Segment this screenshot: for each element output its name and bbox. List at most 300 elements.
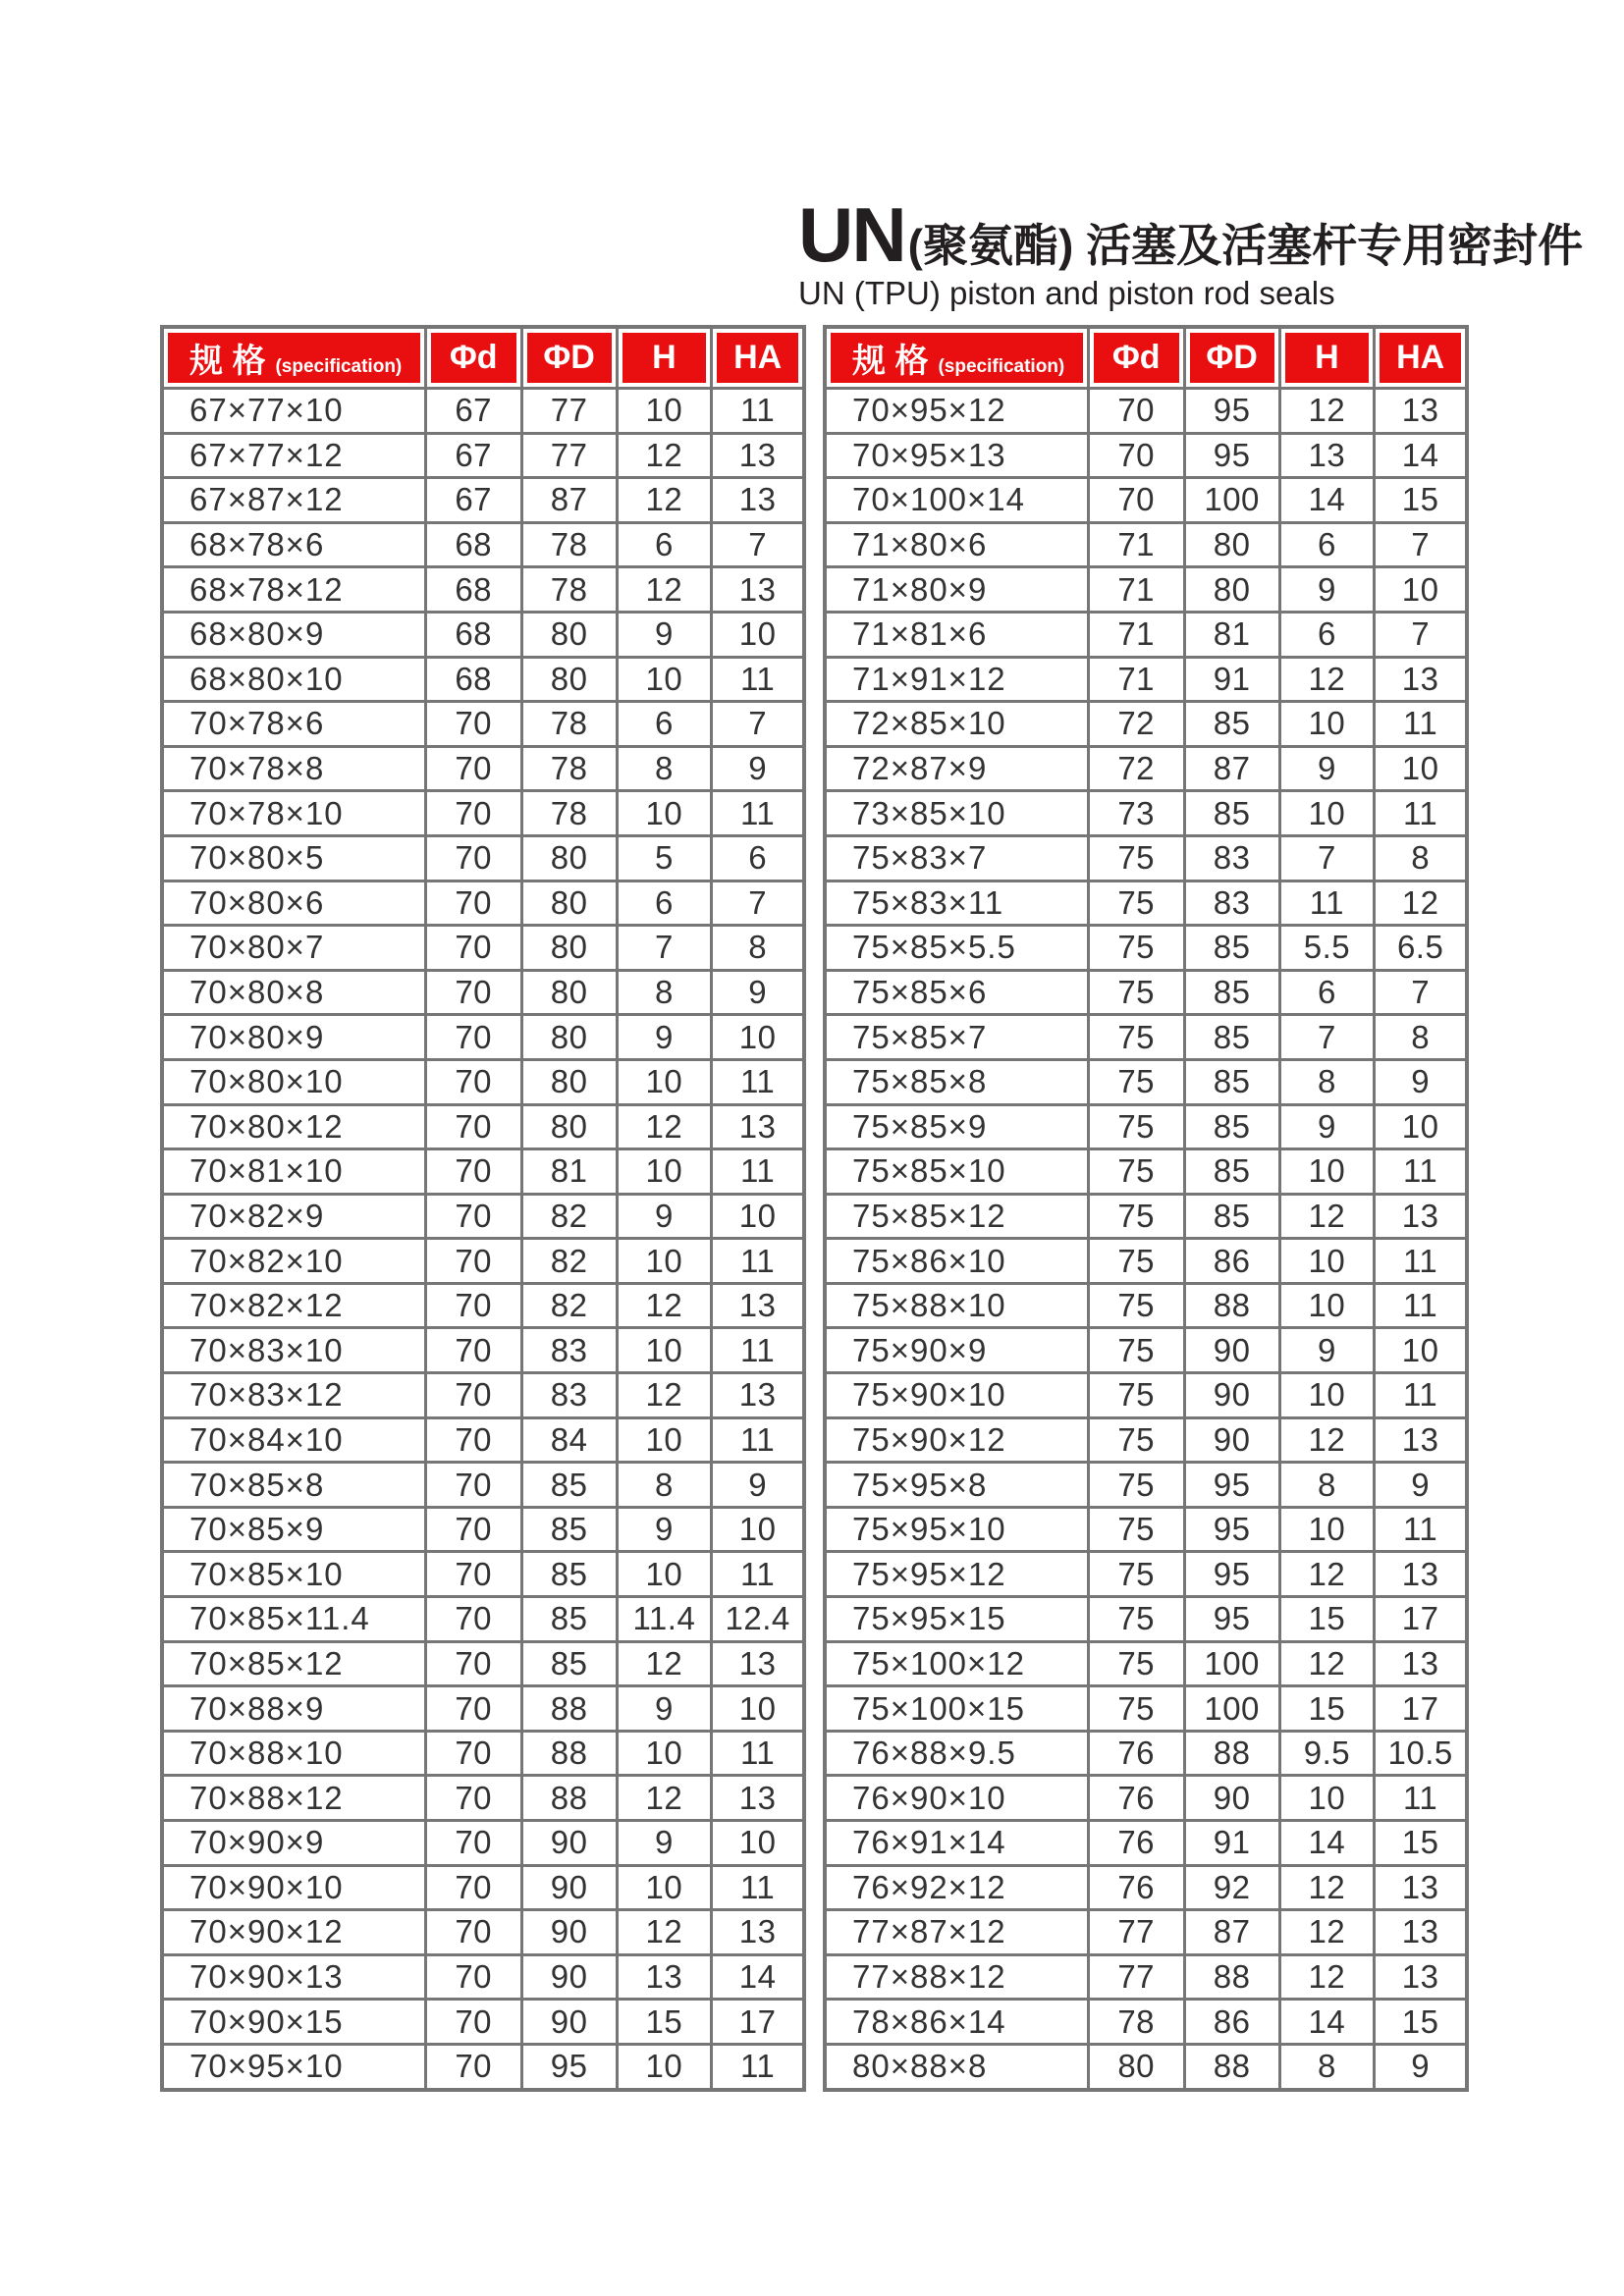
value-cell: 70 [1088,478,1184,523]
table-row [162,1552,804,1597]
value-cell: 70 [425,1865,521,1910]
value-cell: 68 [425,612,521,657]
value-cell: 12 [1279,1194,1375,1239]
value-cell: 71 [1088,612,1184,657]
value-cell: 75 [1088,1328,1184,1373]
value-cell: 70 [425,1239,521,1284]
value-cell: 11 [1375,791,1467,836]
value-cell: 11 [712,389,804,434]
value-cell: 76 [1088,1776,1184,1821]
spec-cell: 70×82×12 [162,1283,425,1328]
value-cell: 85 [1184,1194,1279,1239]
spec-label-en: (specification) [938,356,1065,377]
value-cell: 80 [521,1059,617,1104]
table-row [162,2044,804,2089]
value-cell: 70 [425,1776,521,1821]
value-cell: 10 [712,612,804,657]
value-cell: 75 [1088,1641,1184,1686]
table-row [162,1417,804,1463]
table-row [162,1015,804,1060]
value-cell: 70 [425,835,521,881]
value-cell: 10 [712,1194,804,1239]
value-cell: 14 [1279,1821,1375,1866]
value-cell: 75 [1088,1507,1184,1552]
table-row [162,1910,804,1955]
spec-cell: 75×85×6 [825,970,1088,1015]
value-cell: 68 [425,522,521,567]
spec-cell: 76×91×14 [825,1821,1088,1866]
table-row [162,1059,804,1104]
spec-cell: 70×82×9 [162,1194,425,1239]
value-cell: 12 [1279,389,1375,434]
value-cell: 10 [617,1239,712,1284]
spec-cell: 70×90×12 [162,1910,425,1955]
spec-cell: 70×100×14 [825,478,1088,523]
value-cell: 77 [1088,1954,1184,2000]
table-row [162,1597,804,1642]
value-cell: 70 [425,1641,521,1686]
spec-cell: 67×77×12 [162,433,425,478]
value-cell: 90 [521,1954,617,2000]
spec-cell: 75×95×8 [825,1463,1088,1508]
table-row [162,970,804,1015]
table-row [825,612,1467,657]
table-row [825,1865,1467,1910]
value-cell: 85 [1184,926,1279,971]
value-cell: 9 [1375,1463,1467,1508]
value-cell: 11 [712,1731,804,1776]
value-cell: 78 [521,746,617,791]
spec-cell: 75×85×12 [825,1194,1088,1239]
spec-cell: 75×85×7 [825,1015,1088,1060]
value-cell: 8 [617,970,712,1015]
value-cell: 11 [1375,1776,1467,1821]
value-cell: 10 [1375,567,1467,613]
spec-cell: 70×80×7 [162,926,425,971]
value-cell: 84 [521,1417,617,1463]
value-cell: 11 [712,791,804,836]
table-row [825,389,1467,434]
value-cell: 92 [1184,1865,1279,1910]
value-cell: 12 [617,1641,712,1686]
table-row [162,522,804,567]
value-cell: 10 [1279,1283,1375,1328]
value-cell: 78 [1088,2000,1184,2045]
value-cell: 13 [712,478,804,523]
spec-tables-container [160,325,1469,2092]
table-row [825,2044,1467,2089]
value-cell: 10 [617,657,712,702]
value-cell: 12 [1279,657,1375,702]
value-cell: 8 [1375,1015,1467,1060]
value-cell: 80 [521,657,617,702]
value-cell: 75 [1088,835,1184,881]
value-cell: 8 [1279,1463,1375,1508]
value-cell: 90 [521,1821,617,1866]
spec-cell: 75×100×12 [825,1641,1088,1686]
value-cell: 68 [425,657,521,702]
value-cell: 70 [425,1910,521,1955]
spec-cell: 75×88×10 [825,1283,1088,1328]
spec-cell: 77×87×12 [825,1910,1088,1955]
spec-cell: 70×90×13 [162,1954,425,2000]
value-cell: 85 [521,1507,617,1552]
value-cell: 12 [617,1373,712,1418]
value-cell: 11 [1375,1283,1467,1328]
table-row [825,1954,1467,2000]
spec-cell: 70×80×6 [162,881,425,926]
spec-cell: 70×90×9 [162,1821,425,1866]
value-cell: 88 [521,1731,617,1776]
table-row [825,1597,1467,1642]
value-cell: 83 [521,1373,617,1418]
value-cell: 70 [425,1463,521,1508]
value-cell: 12 [1279,1552,1375,1597]
table-row [162,1373,804,1418]
value-cell: 76 [1088,1731,1184,1776]
value-cell: 15 [1279,1686,1375,1732]
value-cell: 75 [1088,1417,1184,1463]
spec-cell: 72×87×9 [825,746,1088,791]
table-row [825,1686,1467,1732]
spec-cell: 71×80×6 [825,522,1088,567]
table-row [825,970,1467,1015]
value-cell: 90 [521,2000,617,2045]
value-cell: 12 [617,1283,712,1328]
spec-cell: 76×90×10 [825,1776,1088,1821]
spec-cell: 70×80×9 [162,1015,425,1060]
value-cell: 5 [617,835,712,881]
spec-cell: 75×95×10 [825,1507,1088,1552]
value-cell: 10 [1279,1776,1375,1821]
value-cell: 6 [1279,612,1375,657]
value-cell: 10 [617,1417,712,1463]
value-cell: 7 [1375,612,1467,657]
value-cell: 70 [425,970,521,1015]
value-cell: 88 [1184,1731,1279,1776]
col-header-h: H [1279,327,1375,389]
value-cell: 85 [1184,970,1279,1015]
table-row [162,1954,804,2000]
value-cell: 70 [425,1821,521,1866]
title-block [798,191,1584,311]
spec-cell: 70×83×10 [162,1328,425,1373]
value-cell: 88 [1184,1954,1279,2000]
spec-cell: 75×100×15 [825,1686,1088,1732]
spec-cell: 75×85×9 [825,1104,1088,1149]
spec-cell: 75×90×9 [825,1328,1088,1373]
col-header-phi-D: ΦD [521,327,617,389]
value-cell: 85 [521,1597,617,1642]
table-row [825,1059,1467,1104]
value-cell: 67 [425,433,521,478]
value-cell: 11.4 [617,1597,712,1642]
value-cell: 78 [521,702,617,747]
value-cell: 14 [1375,433,1467,478]
value-cell: 13 [712,1641,804,1686]
value-cell: 70 [425,926,521,971]
table-row [162,1149,804,1195]
value-cell: 9 [617,1015,712,1060]
value-cell: 13 [712,1283,804,1328]
value-cell: 13 [1375,1552,1467,1597]
table-row [825,1417,1467,1463]
table-row [825,881,1467,926]
spec-cell: 73×85×10 [825,791,1088,836]
value-cell: 70 [425,1194,521,1239]
table-row [162,791,804,836]
value-cell: 80 [521,612,617,657]
table-row [162,1641,804,1686]
spec-cell: 76×92×12 [825,1865,1088,1910]
value-cell: 9 [1279,567,1375,613]
spec-cell: 75×85×8 [825,1059,1088,1104]
title-chinese: (聚氨酯) 活塞及活塞杆专用密封件 [907,220,1584,271]
value-cell: 11 [712,1328,804,1373]
spec-cell: 70×84×10 [162,1417,425,1463]
value-cell: 70 [425,1686,521,1732]
table-row [162,389,804,434]
value-cell: 87 [1184,1910,1279,1955]
value-cell: 70 [425,1597,521,1642]
table-row [162,657,804,702]
spec-cell: 70×88×10 [162,1731,425,1776]
value-cell: 86 [1184,1239,1279,1284]
value-cell: 10 [617,2044,712,2089]
value-cell: 70 [425,1417,521,1463]
table-row [162,881,804,926]
value-cell: 10 [712,1507,804,1552]
value-cell: 8 [1279,2044,1375,2089]
table-row [825,1552,1467,1597]
value-cell: 71 [1088,522,1184,567]
value-cell: 10 [617,1328,712,1373]
value-cell: 12 [617,1776,712,1821]
spec-cell: 70×83×12 [162,1373,425,1418]
value-cell: 70 [425,702,521,747]
value-cell: 13 [712,1104,804,1149]
header-row [825,327,1467,389]
value-cell: 9 [617,1821,712,1866]
spec-cell: 70×85×9 [162,1507,425,1552]
value-cell: 11 [712,1865,804,1910]
value-cell: 14 [712,1954,804,2000]
value-cell: 10 [1279,702,1375,747]
table-row [162,1821,804,1866]
spec-cell: 75×85×10 [825,1149,1088,1195]
value-cell: 70 [425,746,521,791]
spec-cell: 77×88×12 [825,1954,1088,2000]
value-cell: 6 [617,881,712,926]
table-row [162,1239,804,1284]
value-cell: 17 [712,2000,804,2045]
value-cell: 80 [521,970,617,1015]
value-cell: 11 [712,1239,804,1284]
spec-cell: 70×80×10 [162,1059,425,1104]
spec-cell: 75×83×7 [825,835,1088,881]
value-cell: 70 [425,791,521,836]
value-cell: 76 [1088,1865,1184,1910]
value-cell: 67 [425,389,521,434]
value-cell: 80 [521,1104,617,1149]
value-cell: 85 [1184,1015,1279,1060]
value-cell: 85 [1184,791,1279,836]
spec-cell: 68×78×12 [162,567,425,613]
value-cell: 11 [712,2044,804,2089]
spec-cell: 68×78×6 [162,522,425,567]
value-cell: 13 [1375,1641,1467,1686]
page-subtitle: UN (TPU) piston and piston rod seals [798,275,1335,311]
col-header-ha: HA [712,327,804,389]
header-row [162,327,804,389]
value-cell: 83 [1184,881,1279,926]
value-cell: 6.5 [1375,926,1467,971]
value-cell: 13 [1375,389,1467,434]
table-row [825,1373,1467,1418]
value-cell: 14 [1279,478,1375,523]
value-cell: 14 [1279,2000,1375,2045]
value-cell: 17 [1375,1686,1467,1732]
value-cell: 90 [1184,1328,1279,1373]
value-cell: 6 [1279,522,1375,567]
value-cell: 85 [1184,702,1279,747]
table-row [825,1463,1467,1508]
value-cell: 12 [617,433,712,478]
spec-cell: 71×80×9 [825,567,1088,613]
spec-cell: 76×88×9.5 [825,1731,1088,1776]
spec-cell: 71×81×6 [825,612,1088,657]
value-cell: 5.5 [1279,926,1375,971]
table-row [162,835,804,881]
value-cell: 87 [1184,746,1279,791]
value-cell: 77 [521,433,617,478]
right-table-body [825,389,1467,2090]
value-cell: 87 [521,478,617,523]
value-cell: 70 [425,2000,521,2045]
table-row [162,926,804,971]
spec-cell: 72×85×10 [825,702,1088,747]
value-cell: 9 [712,746,804,791]
table-row [162,1463,804,1508]
value-cell: 88 [521,1776,617,1821]
value-cell: 12 [617,1104,712,1149]
value-cell: 8 [1279,1059,1375,1104]
value-cell: 75 [1088,1015,1184,1060]
value-cell: 8 [1375,835,1467,881]
value-cell: 75 [1088,1149,1184,1195]
value-cell: 88 [521,1686,617,1732]
value-cell: 80 [521,926,617,971]
spec-cell: 70×95×13 [825,433,1088,478]
spec-cell: 70×88×12 [162,1776,425,1821]
spec-cell: 68×80×9 [162,612,425,657]
value-cell: 95 [1184,433,1279,478]
value-cell: 10 [1375,746,1467,791]
spec-cell: 75×83×11 [825,881,1088,926]
value-cell: 70 [425,1731,521,1776]
value-cell: 82 [521,1283,617,1328]
table-row [162,1776,804,1821]
table-row [825,2000,1467,2045]
value-cell: 80 [521,1015,617,1060]
value-cell: 80 [1088,2044,1184,2089]
table-row [162,1194,804,1239]
value-cell: 9 [712,970,804,1015]
value-cell: 7 [712,881,804,926]
value-cell: 85 [1184,1149,1279,1195]
value-cell: 13 [712,433,804,478]
spec-cell: 70×90×15 [162,2000,425,2045]
value-cell: 7 [617,926,712,971]
left-table-header [162,327,804,389]
table-row [162,1731,804,1776]
table-row [825,657,1467,702]
spec-cell: 70×78×6 [162,702,425,747]
table-row [825,1194,1467,1239]
value-cell: 71 [1088,567,1184,613]
value-cell: 75 [1088,926,1184,971]
value-cell: 78 [521,567,617,613]
table-row [162,2000,804,2045]
value-cell: 91 [1184,1821,1279,1866]
value-cell: 13 [712,567,804,613]
value-cell: 10 [617,1149,712,1195]
value-cell: 9 [1375,1059,1467,1104]
spec-cell: 70×80×5 [162,835,425,881]
value-cell: 85 [521,1552,617,1597]
value-cell: 100 [1184,1686,1279,1732]
spec-label-cn: 规 格 [189,343,266,380]
value-cell: 10 [617,1552,712,1597]
value-cell: 73 [1088,791,1184,836]
spec-cell: 75×90×10 [825,1373,1088,1418]
table-row [825,835,1467,881]
table-row [825,1507,1467,1552]
value-cell: 9 [617,1686,712,1732]
table-row [162,1283,804,1328]
value-cell: 11 [1375,702,1467,747]
value-cell: 85 [1184,1059,1279,1104]
table-row [825,791,1467,836]
spec-cell: 75×85×5.5 [825,926,1088,971]
value-cell: 83 [1184,835,1279,881]
value-cell: 90 [1184,1776,1279,1821]
table-row [825,1731,1467,1776]
table-row [825,1239,1467,1284]
value-cell: 71 [1088,657,1184,702]
value-cell: 9 [1279,1104,1375,1149]
value-cell: 70 [425,1104,521,1149]
value-cell: 80 [521,835,617,881]
table-row [825,1283,1467,1328]
value-cell: 11 [712,1059,804,1104]
table-row [825,1776,1467,1821]
table-row [162,1104,804,1149]
value-cell: 70 [425,1015,521,1060]
value-cell: 72 [1088,746,1184,791]
spec-cell: 80×88×8 [825,2044,1088,2089]
value-cell: 13 [1375,1910,1467,1955]
value-cell: 85 [521,1463,617,1508]
value-cell: 68 [425,567,521,613]
value-cell: 10 [617,389,712,434]
value-cell: 12 [1279,1417,1375,1463]
value-cell: 8 [617,1463,712,1508]
col-header-phi-D: ΦD [1184,327,1279,389]
table-row [825,746,1467,791]
spec-cell: 70×88×9 [162,1686,425,1732]
value-cell: 95 [1184,1507,1279,1552]
